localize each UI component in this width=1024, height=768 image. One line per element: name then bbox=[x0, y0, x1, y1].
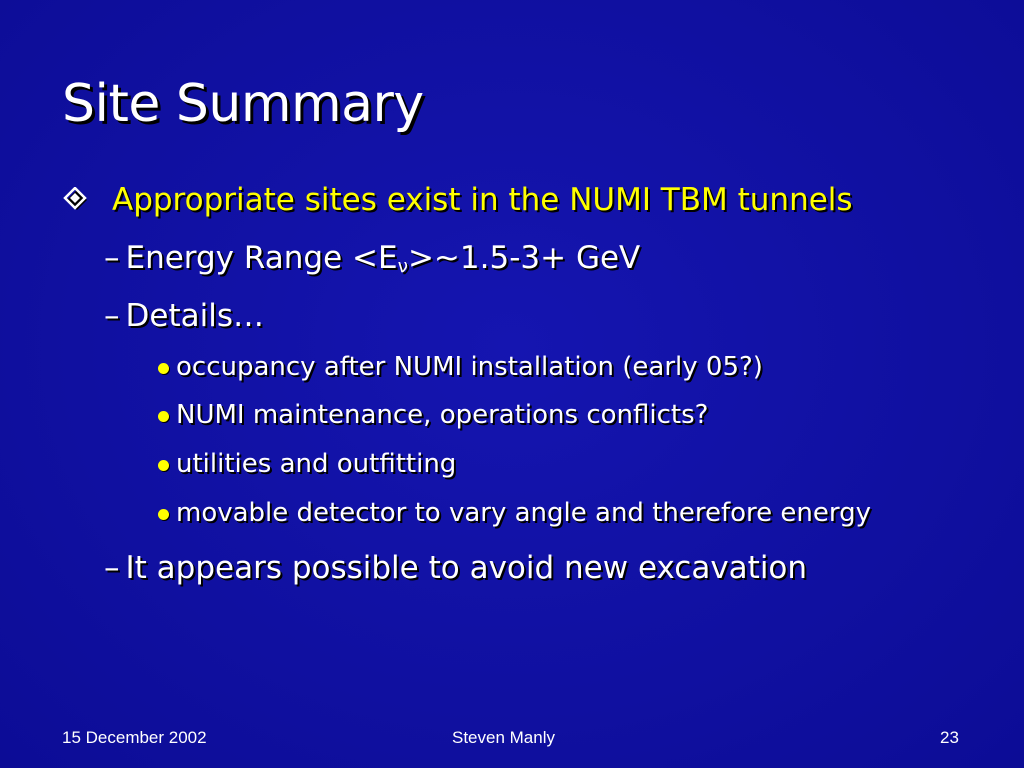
energy-range-item bbox=[104, 240, 640, 278]
main-point-text: Appropriate sites exist in the NUMI TBM tunnels bbox=[112, 182, 853, 218]
dash-bullet: – bbox=[104, 240, 120, 276]
slide-title: Site Summary bbox=[62, 74, 424, 134]
round-bullet-icon bbox=[158, 363, 169, 374]
detail-item bbox=[158, 498, 871, 528]
energy-range-suffix: >~1.5-3+ GeV bbox=[407, 240, 641, 276]
detail-text: movable detector to vary angle and therefore energy bbox=[176, 498, 872, 528]
detail-item bbox=[158, 400, 708, 430]
footer-date: 15 December 2002 bbox=[62, 728, 207, 747]
conclusion-text: It appears possible to avoid new excavation bbox=[125, 550, 808, 586]
dash-bullet: – bbox=[104, 550, 120, 586]
detail-text: occupancy after NUMI installation (early 05?) bbox=[176, 352, 763, 382]
footer-author: Steven Manly bbox=[452, 728, 555, 747]
conclusion-item bbox=[104, 550, 807, 586]
footer-page-number: 23 bbox=[940, 728, 959, 747]
energy-range-subscript: ν bbox=[397, 256, 408, 278]
diamond-bullet-icon bbox=[62, 187, 88, 213]
detail-text: NUMI maintenance, operations conflicts? bbox=[176, 400, 709, 430]
round-bullet-icon bbox=[158, 460, 169, 471]
energy-range-prefix: Energy Range <E bbox=[125, 240, 398, 276]
round-bullet-icon bbox=[158, 509, 169, 520]
details-label: Details… bbox=[125, 298, 264, 334]
detail-item bbox=[158, 352, 763, 382]
dash-bullet: – bbox=[104, 298, 120, 334]
main-point bbox=[58, 182, 853, 218]
details-item bbox=[104, 298, 264, 334]
detail-text: utilities and outfitting bbox=[176, 449, 457, 479]
round-bullet-icon bbox=[158, 411, 169, 422]
detail-item bbox=[158, 449, 456, 479]
